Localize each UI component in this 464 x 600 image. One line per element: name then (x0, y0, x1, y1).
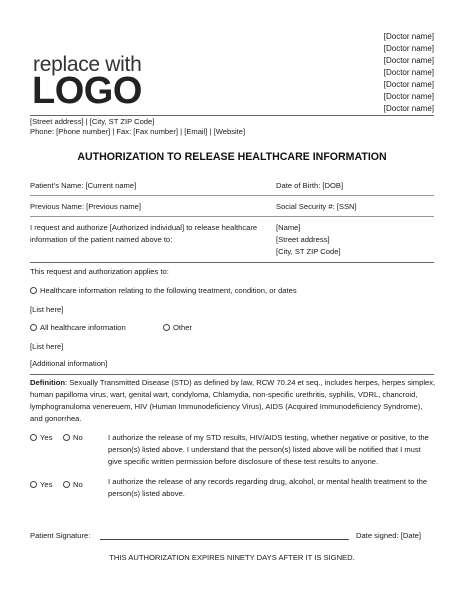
divider (30, 262, 434, 263)
radio-icon[interactable] (30, 324, 37, 331)
option-all[interactable] (30, 322, 126, 334)
doctor-name: [Doctor name] (383, 92, 434, 101)
no-label: No (73, 433, 83, 442)
consent-line: give specific written permission before disclosure of these test results to anyone. (108, 457, 379, 466)
request-line: I request and authorize [Authorized individual] to release healthcare (30, 223, 258, 232)
drug-yes-option[interactable] (30, 479, 52, 491)
yes-label: Yes (40, 433, 53, 442)
expiration-notice: THIS AUTHORIZATION EXPIRES NINETY DAYS AFTER IT IS SIGNED. (109, 553, 355, 562)
additional-info[interactable]: [Additional information] (30, 359, 108, 368)
list-field[interactable]: [List here] (30, 342, 64, 351)
patient-name: Patient’s Name: [Current name] (30, 181, 137, 190)
divider (30, 195, 434, 196)
divider (30, 374, 434, 375)
definition-text (30, 377, 440, 425)
definition-line: lymphogranuloma venereuem, HIV (Human Immunodeficiency Virus), AIDS (Acquired Immunodeficiency Syndrome), (30, 402, 423, 411)
doctor-name: [Doctor name] (383, 68, 434, 77)
list-field[interactable]: [List here] (30, 305, 64, 314)
request-text (30, 222, 257, 246)
no-label: No (73, 480, 83, 489)
yes-label: Yes (40, 480, 53, 489)
std-yes-option[interactable] (30, 432, 52, 444)
doctor-name: [Doctor name] (383, 32, 434, 41)
radio-icon[interactable] (30, 287, 37, 294)
doctor-list (384, 31, 434, 115)
option-all-label: All healthcare information (40, 323, 126, 332)
social-security: Social Security #: [SSN] (276, 202, 357, 211)
doctor-name: [Doctor name] (383, 104, 434, 113)
radio-icon[interactable] (63, 481, 70, 488)
recipient-address (276, 222, 341, 258)
option-other-label: Other (173, 323, 192, 332)
date-signed[interactable]: Date signed: [Date] (356, 531, 422, 540)
doctor-name: [Doctor name] (383, 80, 434, 89)
contact-line: Phone: [Phone number] | Fax: [Fax number] | [Email] | [Website] (30, 127, 246, 136)
radio-icon[interactable] (30, 481, 37, 488)
consent-line: person(s) listed above. I understand that the person(s) listed above will be notified that I must (108, 445, 421, 454)
recipient-name: [Name] (276, 223, 301, 232)
address-line: [Street address] | [City, ST ZIP Code] (30, 117, 155, 126)
consent-line: person(s) listed above. (108, 489, 185, 498)
consent-line: I authorize the release of any records regarding drug, alcohol, or mental health treatment to the (108, 477, 428, 486)
radio-icon[interactable] (30, 434, 37, 441)
signature-label: Patient Signature: (30, 531, 91, 540)
option-other[interactable] (163, 322, 192, 334)
definition-line: and gonorrhea. (30, 414, 82, 423)
doctor-name: [Doctor name] (383, 44, 434, 53)
page-title: AUTHORIZATION TO RELEASE HEALTHCARE INFORMATION (77, 151, 387, 163)
signature-field[interactable] (100, 539, 349, 540)
drug-consent-text (108, 476, 427, 500)
definition-line: human papilloma virus, wart, genital wart, condyloma, Chlamydia, non-specific urethritis, syphilis, VDRL, chancroid, (30, 390, 418, 399)
recipient-city: [City, ST ZIP Code] (276, 247, 341, 256)
previous-name: Previous Name: [Previous name] (30, 202, 141, 211)
date-of-birth: Date of Birth: [DOB] (276, 181, 344, 190)
std-no-option[interactable] (63, 432, 83, 444)
option-specific-label: Healthcare information relating to the following treatment, condition, or dates (40, 286, 297, 295)
applies-heading: This request and authorization applies to: (30, 267, 169, 276)
consent-line: I authorize the release of my STD results, HIV/AIDS testing, whether negative or positive, to the (108, 433, 429, 442)
radio-icon[interactable] (63, 434, 70, 441)
std-consent-text (108, 432, 429, 468)
divider (30, 216, 434, 217)
definition-line: : Sexually Transmitted Disease (STD) as defined by law, RCW 70.24 et seq., includes herpes, herpes simplex, (65, 378, 436, 387)
definition-label: Definition (30, 378, 66, 387)
radio-icon[interactable] (163, 324, 170, 331)
recipient-street: [Street address] (276, 235, 330, 244)
drug-no-option[interactable] (63, 479, 83, 491)
logo-tagline: replace with (33, 53, 142, 76)
request-line: information of the patient named above to: (30, 235, 173, 244)
option-specific[interactable] (30, 285, 297, 297)
doctor-name: [Doctor name] (383, 56, 434, 65)
logo: LOGO (32, 70, 142, 112)
